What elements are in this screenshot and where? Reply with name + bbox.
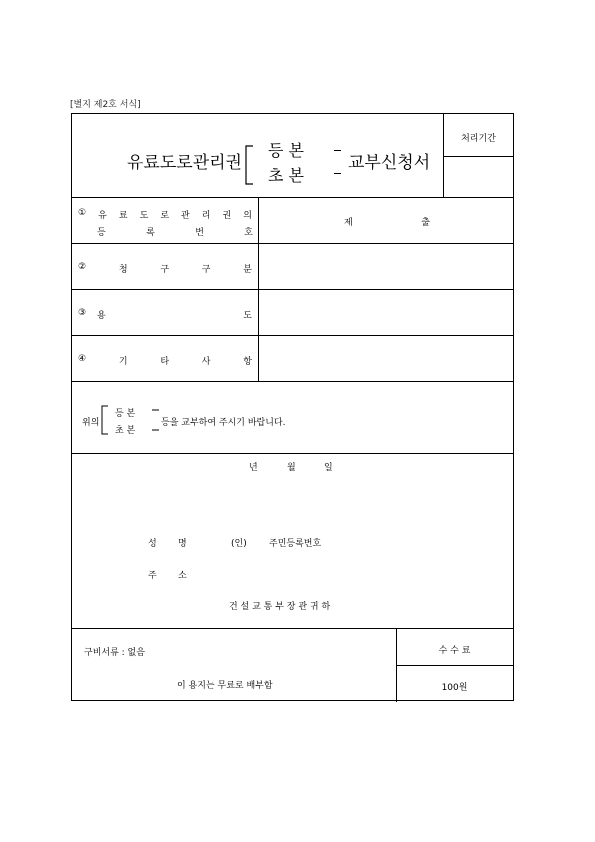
address-label-1: 주 xyxy=(148,571,157,581)
request-prefix: 위의 xyxy=(82,418,100,428)
title-dash-2 xyxy=(334,173,341,174)
other-matters-field[interactable] xyxy=(259,336,512,380)
submit-note: 제 출 xyxy=(344,218,430,228)
name-label-1: 성 xyxy=(148,539,157,549)
title-bracket-left xyxy=(243,145,255,185)
processing-period-label: 처리기간 xyxy=(461,134,496,144)
name-label-2: 명 xyxy=(178,539,187,549)
required-documents: 구비서류 : 없음 xyxy=(84,648,145,658)
date-month: 월 xyxy=(287,463,296,473)
title-copy-type-1: 등 본 xyxy=(268,141,304,160)
request-bracket-left xyxy=(100,405,110,435)
request-copy-2: 초 본 xyxy=(115,426,136,436)
request-bracket-right xyxy=(151,405,161,435)
application-form: 유료도로관리권 등 본 초 본 교부신청서 처리기간 ① 유 료 도 로 관 리 권 의 등 록 번 호 제 출 ② 청 구 구 분 ③ 용 도 ④ 기 타 사 항 위의 등 본 초 본 등을 교부하여 주시기 바랍니다. 년 월 일 성 명 (인) 주민등록번호 주 소 건 설 교 통 부 장 관 귀 하 구비서류 : 없음 이 용지는 무료로 배부함 수 수 료 100원 xyxy=(71,113,514,701)
title-copy-type-2: 초 본 xyxy=(268,166,304,185)
seal-mark: (인) xyxy=(231,539,247,549)
fee-label: 수 수 료 xyxy=(438,646,471,656)
registration-number-field[interactable] xyxy=(259,198,512,242)
title-dash-1 xyxy=(334,150,341,151)
resident-number-label: 주민등록번호 xyxy=(269,539,322,549)
title-left: 유료도로관리권 xyxy=(127,153,242,173)
fee-value: 100원 xyxy=(441,683,468,693)
form-number-label: [별지 제2호 서식] xyxy=(70,100,141,110)
registration-number-label-line2: 등 록 번 호 xyxy=(97,228,253,238)
purpose-field[interactable] xyxy=(259,290,512,334)
date-day: 일 xyxy=(324,463,333,473)
date-year: 년 xyxy=(249,463,258,473)
free-distribution-note: 이 용지는 무료로 배부함 xyxy=(177,681,273,691)
address-label-2: 소 xyxy=(178,571,187,581)
request-copy-1: 등 본 xyxy=(115,409,136,419)
request-type-label: ② 청 구 구 분 xyxy=(78,262,252,275)
registration-number-label-line1: ① 유 료 도 로 관 리 권 의 xyxy=(78,208,252,221)
title-right: 교부신청서 xyxy=(348,153,431,173)
request-statement: 등을 교부하여 주시기 바랍니다. xyxy=(161,418,286,428)
request-type-field[interactable] xyxy=(259,244,512,288)
addressee: 건 설 교 통 부 장 관 귀 하 xyxy=(229,602,331,612)
other-matters-label: ④ 기 타 사 항 xyxy=(78,354,252,367)
